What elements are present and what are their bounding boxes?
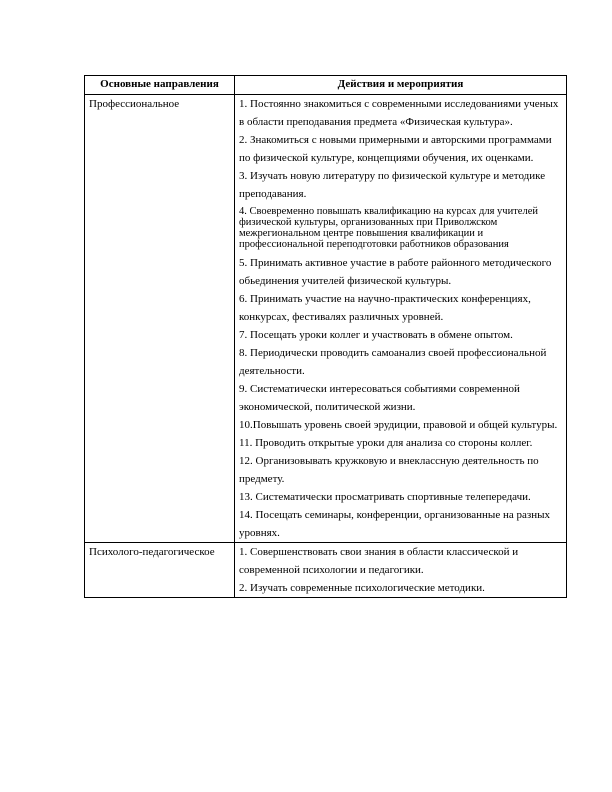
header-actions: Действия и мероприятия [235,76,567,95]
plan-table [84,75,567,598]
action-item: 6. Принимать участие на научно-практических конференциях, конкурсах, фестивалях различных уровней. [239,293,531,323]
action-item: 2. Знакомиться с новыми примерными и авторскими программами по физической культуре, концепциями обучения, их оценками. [239,134,552,164]
direction-cell: Профессиональное [85,95,235,543]
action-item: 4. Своевременно повышать квалификацию на курсах для учителей физической культуры, организованных при Приволжском межрегиональном центре повышения квалификации и профессиональной переподготовки работников образования [239,206,538,250]
action-item: 14. Посещать семинары, конференции, организованные на разных уровнях. [239,509,550,539]
table-header-row [85,76,567,95]
actions-cell [235,95,567,543]
actions-cell [235,543,567,598]
table-row [85,543,567,598]
action-item: 11. Проводить открытые уроки для анализа со стороны коллег. [239,437,533,449]
action-item: 12. Организовывать кружковую и внеклассную деятельность по предмету. [239,455,539,485]
table-row [85,95,567,543]
header-directions: Основные направления [85,76,235,95]
action-item: 13. Систематически просматривать спортивные телепередачи. [239,491,531,503]
action-item: 5. Принимать активное участие в работе районного методического обьединения учителей физической культуры. [239,257,552,287]
action-item: 2. Изучать современные психологические методики. [239,582,485,594]
action-item: 3. Изучать новую литературу по физической культуре и методике преподавания. [239,170,546,200]
action-item: 10.Повышать уровень своей эрудиции, правовой и общей культуры. [239,419,558,431]
action-item: 7. Посещать уроки коллег и участвовать в обмене опытом. [239,329,513,341]
action-item: 1. Совершенствовать свои знания в области классической и современной психологии и педагогики. [239,546,519,576]
action-item: 8. Периодически проводить самоанализ своей профессиональной деятельности. [239,347,547,377]
direction-cell: Психолого-педагогическое [85,543,235,598]
action-item: 1. Постоянно знакомиться с современными исследованиями ученых в области преподавания предмета «Физическая культура». [239,98,559,128]
action-item: 9. Систематически интересоваться событиями современной экономической, политической жизни. [239,383,520,413]
